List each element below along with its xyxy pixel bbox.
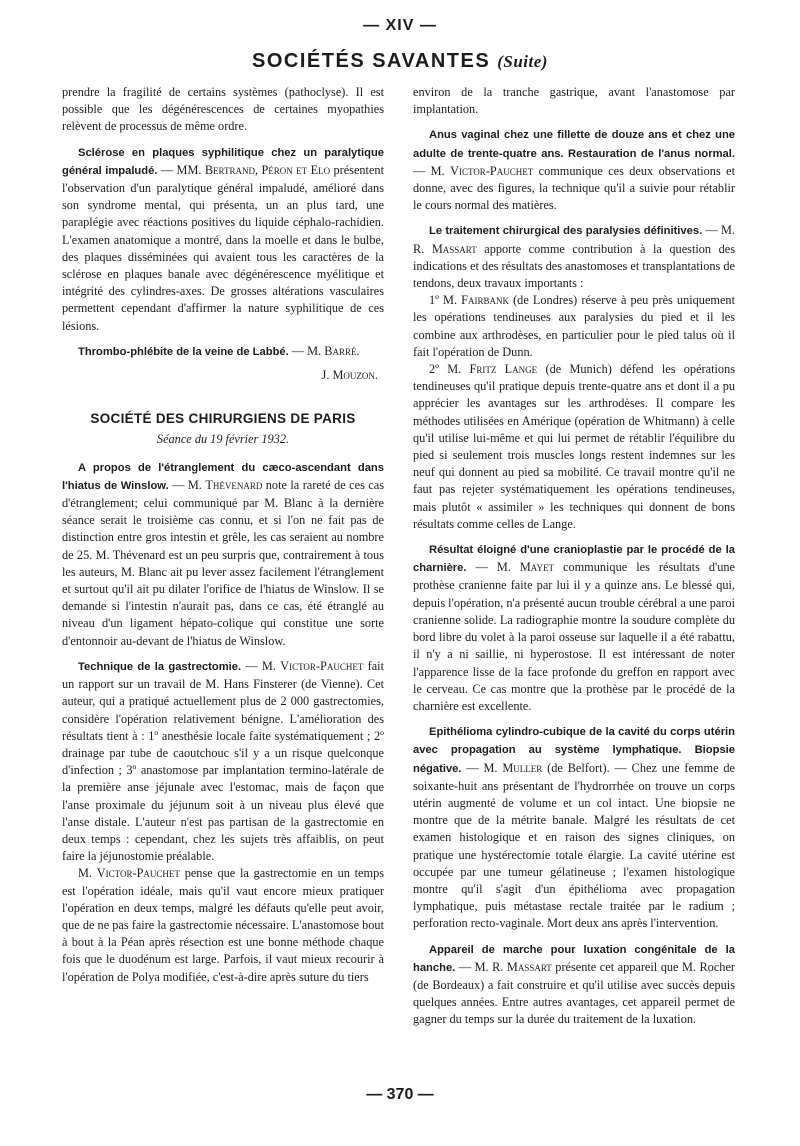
entry-body: présentent l'observation d'un paralytique général impaludé, amélioré dans son syndrome mental, qui présenta, un an plus tard, une paraplégie avec réactions positives du liquide céphalo-rachidien. L'examen anatomique a montré, dans la moelle et dans le bulbe, des plaques disséminées qui avaient tous les caractères de la sclérose en plaques banale avec dégénérescence myélitique et intégrité des cylindres-axes. De grosses altérations vasculaires permettent cependant d'affirmer la nature syphilitique de ces lésions.	[62, 162, 384, 333]
entry-epithelioma	[413, 723, 735, 932]
entry-body: communique ces deux observations et donne, avec des figures, la technique qu'il a suivie pour rétablir le cours normal des matières.	[413, 163, 735, 213]
entry-author: Mayet	[519, 560, 554, 575]
entry-paralysies-p3	[413, 361, 735, 533]
entry-gastrectomie-p2	[62, 865, 384, 985]
entry-sclerose	[62, 144, 384, 335]
entry-paralysies-p2	[413, 292, 735, 361]
right-column	[413, 84, 735, 1029]
entry-author: Muller	[502, 760, 543, 775]
entry-dash: — MM.	[157, 162, 205, 177]
entry-heading: Sclérose en plaques syphilitique chez un paralytique général impaludé.	[62, 146, 384, 177]
paragraph-lead: M.	[78, 866, 97, 881]
entry-thrombo	[62, 343, 384, 361]
entry-heading: Anus vaginal chez une fillette de douze ans et chez une adulte de trente-quatre ans. Restauration de l'anus normal.	[413, 129, 735, 160]
entry-heading: Epithélioma cylindro-cubique de la cavité du corps utérin avec propagation au système lymphatique. Biopsie négative.	[413, 726, 735, 775]
paragraph-continued: environ de la tranche gastrique, avant l'anastomose par implantation.	[413, 85, 735, 117]
entry-dash: — M.	[413, 163, 451, 178]
entry-anus-vaginal	[413, 126, 735, 214]
entry-author: Fairbank	[461, 293, 509, 308]
entry-body: (de Londres) réserve à peu près uniquement les opérations tendineuses aux paralysies du pied et il les combine aux arthrodèses, en particulier pour le pied talus où il fait l'opération de Dunn.	[413, 293, 735, 359]
entry-author: Massart	[506, 959, 552, 974]
entry-body: présente cet appareil que M. Rocher (de Bordeaux) a fait construire et qu'il utilise avec succès depuis quelques années. Entre autres avantages, cet appareil permet de gagner du temps sur la durée du traitement de la luxation.	[413, 959, 735, 1027]
entry-body: communique les résultats d'une prothèse cranienne faite par lui il y a quinze ans. Le blessé qui, depuis l'opération, n'a présenté aucun trouble cérébral a une paroi cranienne solide. La radiographie montre la soudure complète du bord libre du volet à la paroi osseuse sur laquelle il a été rabattu, il n'y a ni saillie, ni hyperostose. Il est intéressant de noter l'apparence lisse de la face profonde du greffon en rapport avec le cerveau. Ce cas montre que la prothèse par le procédé de la charnière est excellente.	[413, 560, 736, 713]
entry-dash: — M.	[466, 560, 520, 575]
entry-gastrectomie	[62, 658, 384, 865]
running-head	[0, 50, 800, 73]
entry-heading: Le traitement chirurgical des paralysies définitives.	[429, 225, 703, 238]
session-date: Séance du 19 février 1932.	[156, 432, 290, 447]
entry-body: pense que la gastrectomie en un temps est l'opération idéale, mais qu'il vaut encore mieux pratiquer l'opération en deux temps, malgré les défauts qu'elle peut avoir, que de ne pas faire la gastrectomie nécessaire. L'anastomose bout à bout à la Péan après résection est une bonne méthode chaque fois que le duodénum est large. Parfois, il vaut mieux recourir à l'opération de Polya modifiée, c'est-à-dire après suture du tiers	[62, 866, 384, 984]
entry-author: Massart	[431, 241, 477, 256]
entry-dash: — M. R.	[455, 959, 507, 974]
entry-paralysies	[413, 222, 735, 292]
entry-dash: — M.	[288, 343, 325, 358]
entry-heading: Appareil de marche pour luxation congénitale de la hanche.	[413, 943, 735, 974]
entry-author: Victor-Pauchet	[450, 163, 534, 178]
paragraph-continued: prendre la fragilité de certains systèmes (pathoclyse). Il est possible que les dégénérescences de certaines myopathies relèvent de processus de même ordre.	[62, 85, 384, 134]
entry-body: note la rareté de ces cas d'étranglement; celui communiqué par M. Blanc à la dernière séance serait le troisième cas connu, et si l'on ne fait pas de distinction entre gros intestin et grêle, les cas seraient au nombre de 25. M. Thévenard est un peu surpris que, contrairement à tous les auteurs, M. Blanc ait pu lever assez facilement l'étranglement et surtout qu'il ait pu dilater l'orifice de l'hiatus de Winslow. Il se demande si l'intestin n'aurait pas, dans ce cas, été étranglé au niveau d'un ligament hépato-colique qui constitue une sorte d'entonnoir au-devant de l'hiatus de Winslow.	[62, 477, 384, 648]
page-number-roman: — XIV —	[363, 17, 437, 34]
section-title: SOCIÉTÉS SAVANTES	[252, 50, 491, 72]
entry-body: apporte comme contribution à la question des indications et des résultats des anastomoses et transplantations de tendons, deux travaux importants :	[413, 241, 735, 291]
entry-author: Fritz Lange	[469, 362, 538, 377]
entry-author: Victor-Pauchet	[96, 866, 180, 881]
entry-author: Victor-Pauchet	[280, 658, 364, 673]
entry-body: (de Munich) défend les opérations tendineuses qu'il pratique depuis trente-quatre ans et dont il a pu apprécier les avantages sur les arthrodèses. Il compare les méthodes utilisées en Amérique (opération de Whitmann) à celle qu'il utilise lui-même et qui lui permet de rétablir l'équilibre du pied si seulement trois muscles longs restent indemnes sur les neuf qui donnent au pied sa mobilité. Ce travail montre qu'il ne faut pas rejeter systématiquement les opérations tendineuses, mais plutôt « assimiler » les techniques qui donnent de bons résultats comme celles de Lange.	[413, 362, 736, 531]
left-column	[62, 84, 384, 986]
entry-body: (de Belfort). — Chez une femme de soixante-huit ans présentant de l'hydrorrhée on trouve un corps utérin augmenté de volume et un col intact. Une biopsie ne montre que de la métrite banale. Malgré les résultats de cet examen histologique et en raison des signes cliniques, on pratique une hystérectomie totale élargie. La cavité utérine est occupée par une tumeur gélatineuse ; l'examen histologique montre qu'il s'agit d'un épithélioma avec propagation lymphatique, puis métastase rectale traitée par le radium ; perforation recto-vaginale. Mort deux ans après l'intervention.	[413, 760, 735, 931]
entry-dash: — M.	[168, 477, 206, 492]
entry-author: Barré.	[324, 343, 360, 358]
entry-heading: Technique de la gastrectomie.	[78, 660, 242, 673]
society-title: SOCIÉTÉ DES CHIRURGIENS DE PARIS	[90, 411, 356, 427]
entry-author: Thévenard	[205, 477, 263, 492]
entry-heading: A propos de l'étranglement du cæco-ascendant dans l'hiatus de Winslow.	[62, 461, 384, 492]
entry-dash: — M. R.	[413, 223, 735, 256]
page-number: — 370 —	[366, 1086, 434, 1103]
paragraph-lead: 1º M.	[429, 293, 462, 308]
paragraph-lead: 2º M.	[429, 362, 470, 377]
entry-dash: — M.	[241, 658, 281, 673]
entry-body: fait un rapport sur un travail de M. Hans Finsterer (de Vienne). Cet auteur, qui a pratiqué actuellement plus de 2 000 gastrectomies, considère l'opération relativement bénigne. L'amélioration des résultats tient à : 1º anesthésie locale faite systématiquement ; 2º drainage par tube de caoutchouc s'il y a un risque quelconque d'infection ; 3º anastomose par implantation termino-latérale de la première anse jéjunale avec l'estomac, mais de façon que l'anse proximale du jéjunum soit à un niveau plus élevé que l'anse distale. L'auteur n'est pas partisan de la gastrectomie en deux temps : cependant, chez les sujets très affaiblis, on peut faire la jéjunostomie préalable.	[62, 658, 385, 864]
entry-heading: Thrombo-phlébite de la veine de Labbé.	[78, 345, 289, 358]
entry-dash: — M.	[461, 760, 503, 775]
signature: J. Mouzon.	[321, 368, 378, 383]
entry-etranglement	[62, 459, 384, 650]
entry-authors: Bertrand, Péron et Elo	[204, 162, 331, 177]
entry-cranioplastie	[413, 541, 735, 715]
section-title-suffix: (Suite)	[497, 52, 548, 71]
entry-appareil	[413, 941, 735, 1029]
entry-heading: Résultat éloigné d'une cranioplastie par le procédé de la charnière.	[413, 544, 735, 575]
